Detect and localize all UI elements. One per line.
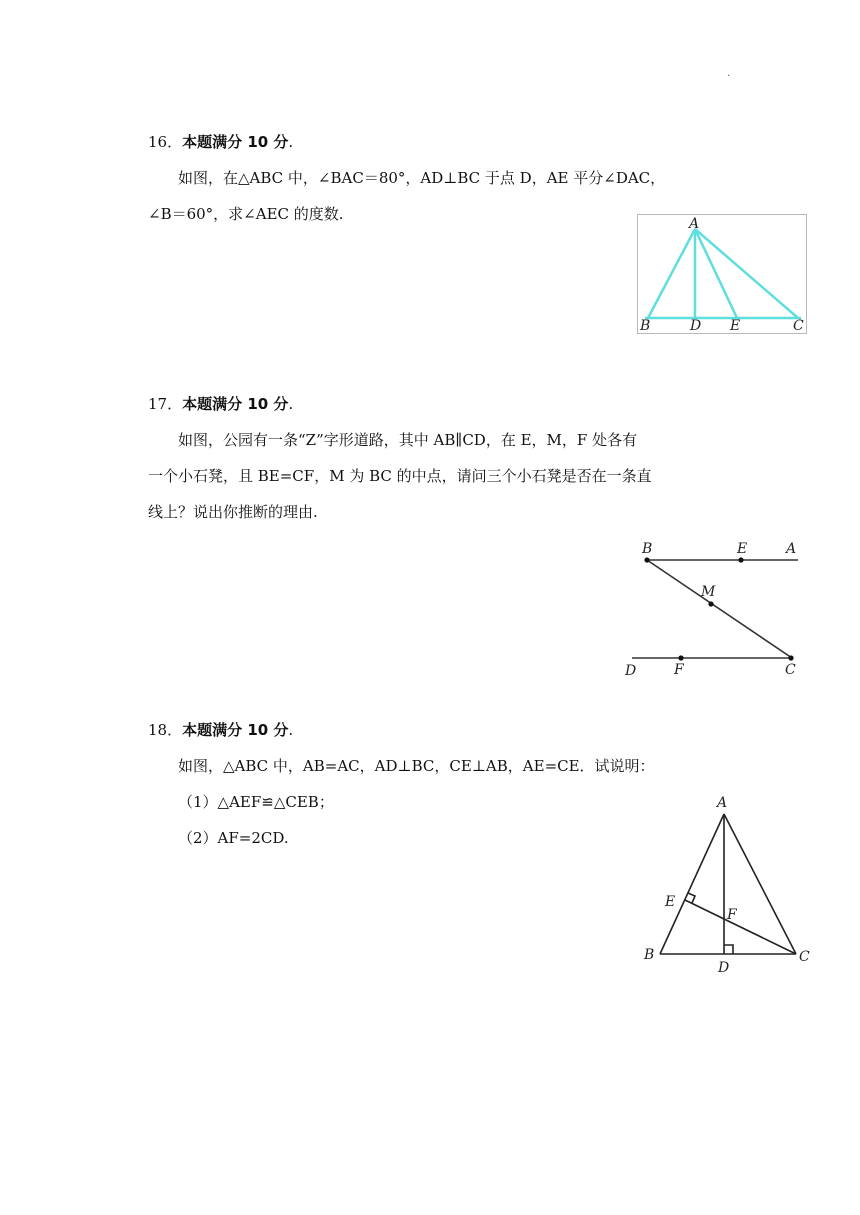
segment-CE	[685, 900, 796, 954]
label-D: D	[690, 318, 702, 334]
point-F	[678, 655, 683, 660]
label-B: B	[640, 318, 651, 334]
label-E: E	[665, 894, 676, 910]
point-M	[708, 601, 713, 606]
label-E: E	[730, 318, 741, 334]
figure-18	[630, 792, 820, 982]
segment-AB	[660, 814, 724, 954]
problem-17-text-1: 如图，公园有一条“Z”字形道路，其中 AB∥CD，在 E，M，F 处各有	[178, 431, 638, 449]
figure-17	[620, 536, 810, 681]
problem-16-number: 16．	[148, 133, 183, 151]
problem-16-header: 16．本题满分 10 分.	[148, 133, 294, 151]
segment-AC	[695, 229, 798, 318]
label-C: C	[793, 318, 804, 334]
problem-18-number: 18．	[148, 721, 183, 739]
label-D: D	[625, 663, 637, 679]
segment-AC	[724, 814, 796, 954]
label-F: F	[674, 662, 684, 678]
problem-17-score: 本题满分 10 分	[182, 395, 289, 413]
page-mark: .	[727, 68, 731, 79]
label-F: F	[727, 907, 737, 923]
problem-18-part-2: （2）AF=2CD.	[178, 829, 289, 847]
label-M: M	[701, 584, 716, 600]
figure-16-frame	[638, 215, 807, 334]
problem-18-part-1: （1）△AEF≌△CEB；	[178, 793, 334, 811]
segment-BC	[647, 560, 792, 658]
right-angle-D	[724, 945, 733, 954]
segment-AE	[695, 229, 737, 318]
figure-16	[637, 214, 807, 334]
problem-17-text-3: 线上？说出你推断的理由.	[148, 503, 318, 521]
problem-18-score: 本题满分 10 分	[182, 721, 289, 739]
problem-17-header: 17．本题满分 10 分.	[148, 395, 294, 413]
problem-17	[148, 386, 728, 530]
point-E	[738, 557, 743, 562]
label-A: A	[689, 216, 700, 232]
label-E: E	[737, 541, 748, 557]
label-C: C	[799, 949, 810, 965]
problem-17-number: 17．	[148, 395, 183, 413]
segment-AB	[648, 229, 695, 318]
label-D: D	[718, 960, 730, 976]
label-A: A	[786, 541, 797, 557]
problem-18-header: 18．本题满分 10 分.	[148, 721, 294, 739]
problem-18-text-1: 如图，△ABC 中，AB=AC，AD⊥BC，CE⊥AB，AE=CE．试说明：	[178, 757, 655, 775]
point-B	[644, 557, 649, 562]
point-C	[788, 655, 793, 660]
problem-17-text-2: 一个小石凳，且 BE=CF，M 为 BC 的中点，请问三个小石凳是否在一条直	[148, 467, 652, 485]
problem-16-score: 本题满分 10 分	[182, 133, 289, 151]
label-B: B	[644, 947, 655, 963]
label-A: A	[717, 795, 728, 811]
label-C: C	[785, 662, 796, 678]
label-B: B	[642, 541, 653, 557]
problem-16-text-2: ∠B＝60°，求∠AEC 的度数.	[148, 205, 344, 223]
problem-16-text-1: 如图，在△ABC 中，∠BAC＝80°，AD⊥BC 于点 D，AE 平分∠DAC，	[178, 169, 666, 187]
